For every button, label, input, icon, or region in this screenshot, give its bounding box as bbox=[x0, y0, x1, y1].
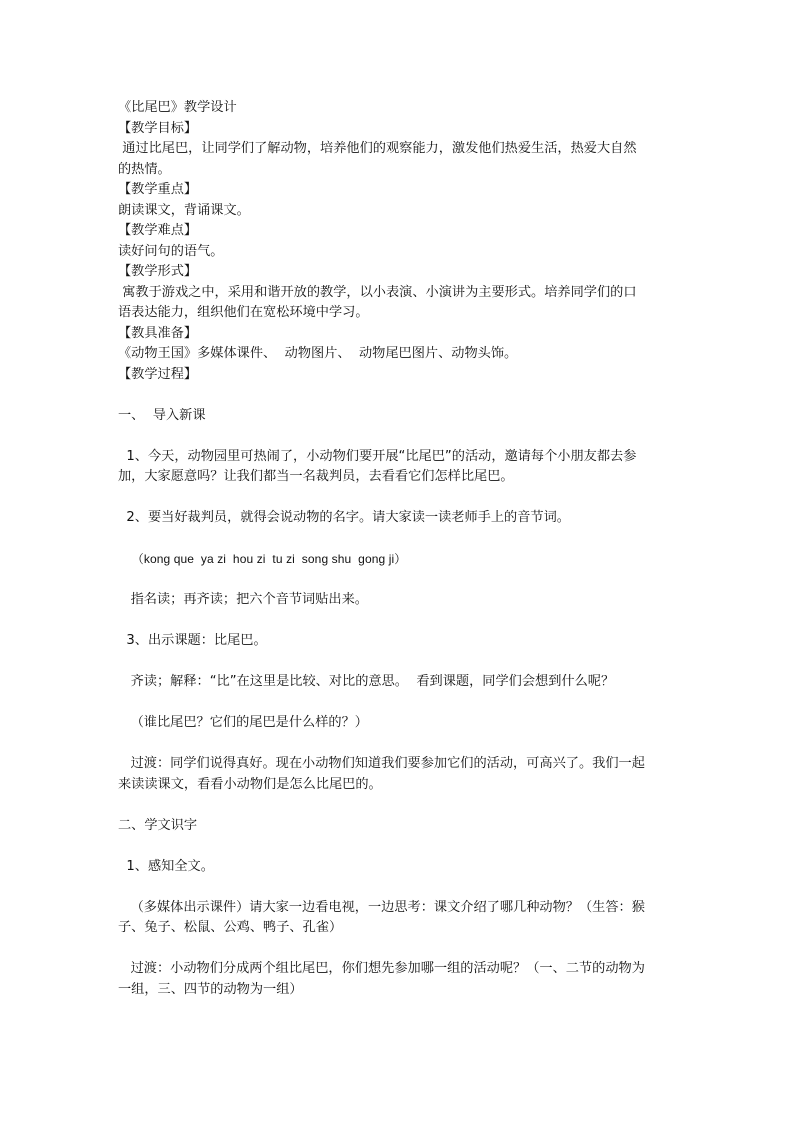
goal-heading: 【教学目标】 bbox=[118, 120, 198, 136]
spacer bbox=[118, 611, 678, 632]
spacer bbox=[118, 652, 678, 673]
spacer bbox=[118, 385, 678, 406]
section-1-paragraph-7-line-2: 来读读课文，看看小动物们是怎么比尾巴的。 bbox=[118, 776, 382, 792]
section-1-paragraph-6: （谁比尾巴？它们的尾巴是什么样的？） bbox=[118, 715, 368, 730]
section-2-paragraph-3-line-2: 一组，三、四节的动物为一组） bbox=[118, 981, 303, 997]
form-text-line-1: 寓教于游戏之中，采用和谐开放的教学，以小表演、小演讲为主要形式。培养同学们的口 bbox=[118, 284, 637, 300]
spacer bbox=[118, 836, 678, 857]
goal-text-line-1: 通过比尾巴，让同学们了解动物，培养他们的观察能力，激发他们热爱生活，热爱大自然 bbox=[118, 141, 637, 156]
spacer bbox=[118, 877, 678, 898]
spacer bbox=[118, 529, 678, 550]
process-heading: 【教学过程】 bbox=[118, 366, 198, 382]
form-text-line-2: 语表达能力，组织他们在宽松环境中学习。 bbox=[118, 305, 369, 320]
pinyin-line: （kong que ya zi hou zi tu zi song shu gong ji） bbox=[118, 552, 407, 566]
section-1-heading: 一、 导入新课 bbox=[118, 407, 206, 423]
section-2-heading: 二、学文识字 bbox=[118, 817, 198, 833]
section-1-paragraph-7-line-1: 过渡：同学们说得真好。现在小动物们知道我们要参加它们的活动，可高兴了。我们一起 bbox=[118, 756, 645, 771]
section-2-paragraph-2-line-2: 子、兔子、松鼠、公鸡、鸭子、孔雀） bbox=[118, 920, 343, 935]
goal-text-line-2: 的热情。 bbox=[118, 161, 171, 177]
spacer bbox=[118, 795, 678, 816]
section-1-paragraph-1-line-1: 1、今天，动物园里可热闹了，小动物们要开展“比尾巴”的活动，邀请每个小朋友都去参 bbox=[118, 448, 637, 464]
difficulty-heading: 【教学难点】 bbox=[118, 223, 198, 238]
section-1-paragraph-3: 指名读；再齐读；把六个音节词贴出来。 bbox=[118, 592, 368, 607]
spacer bbox=[118, 570, 678, 591]
difficulty-text: 读好问句的语气。 bbox=[118, 243, 224, 259]
spacer bbox=[118, 488, 678, 509]
spacer bbox=[118, 734, 678, 755]
document-body bbox=[118, 98, 678, 1000]
section-1-paragraph-5: 齐读；解释：“比”在这里是比较、对比的意思。 看到课题，同学们会想到什么呢？ bbox=[118, 674, 615, 689]
section-2-paragraph-3-line-1: 过渡：小动物们分成两个组比尾巴，你们想先参加哪一组的活动呢？（一、二节的动物为 bbox=[118, 961, 645, 976]
section-1-paragraph-2: 2、要当好裁判员，就得会说动物的名字。请大家读一读老师手上的音节词。 bbox=[118, 510, 570, 525]
section-2-paragraph-2-line-1: （多媒体出示课件）请大家一边看电视，一边思考：课文介绍了哪几种动物？（生答：猴 bbox=[118, 899, 645, 915]
document-title: 《比尾巴》教学设计 bbox=[118, 100, 237, 115]
focus-text: 朗读课文，背诵课文。 bbox=[118, 202, 250, 218]
spacer bbox=[118, 939, 678, 960]
spacer bbox=[118, 693, 678, 714]
section-1-paragraph-1-line-2: 加，大家愿意吗？让我们都当一名裁判员，去看看它们怎样比尾巴。 bbox=[118, 469, 514, 484]
prep-heading: 【教具准备】 bbox=[118, 325, 198, 341]
section-2-paragraph-1: 1、感知全文。 bbox=[118, 858, 214, 874]
form-heading: 【教学形式】 bbox=[118, 264, 198, 279]
prep-text: 《动物王国》多媒体课件、 动物图片、 动物尾巴图片、动物头饰。 bbox=[118, 346, 518, 361]
focus-heading: 【教学重点】 bbox=[118, 182, 198, 197]
section-1-paragraph-4: 3、出示课题：比尾巴。 bbox=[118, 633, 267, 648]
spacer bbox=[118, 426, 678, 447]
